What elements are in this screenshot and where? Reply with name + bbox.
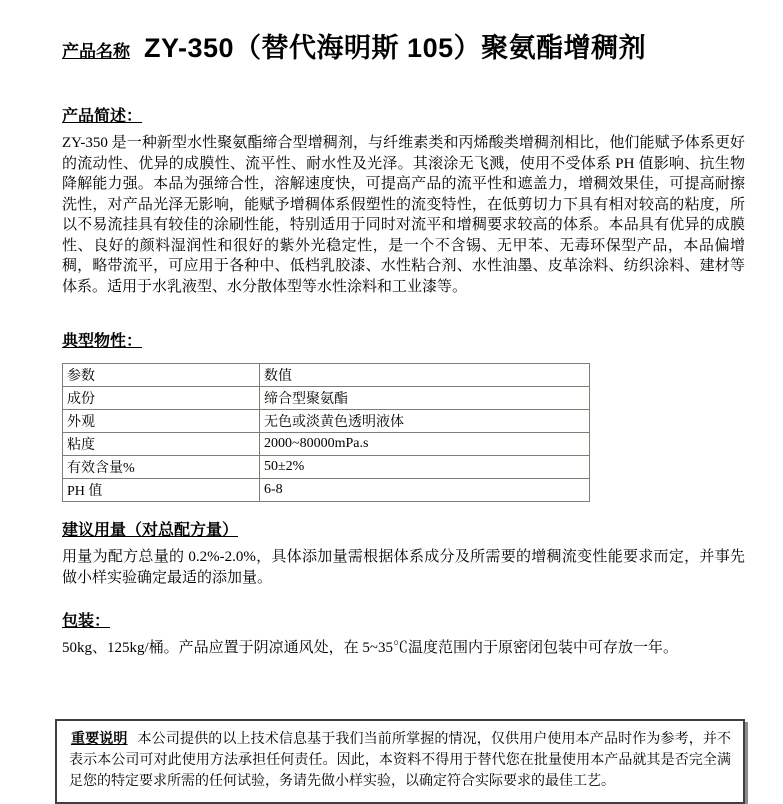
table-row [63, 456, 590, 479]
table-row [63, 479, 590, 502]
table-cell-parameter: 粘度 [63, 433, 260, 456]
table-header-row [63, 364, 590, 387]
section-heading-properties: 典型物性： [62, 333, 143, 350]
packaging-paragraph: 50kg、125kg/桶。产品应置于阴凉通风处，在 5~35℃温度范围内于原密闭包装中可存放一年。 [62, 640, 679, 656]
table-header-value: 数值 [260, 364, 590, 387]
properties-table [62, 363, 590, 502]
table-cell-value: 无色或淡黄色透明液体 [260, 410, 590, 433]
title-row [62, 26, 745, 65]
section-heading-overview: 产品简述： [62, 108, 143, 125]
overview-paragraph: ZY-350 是一种新型水性聚氨酯缔合型增稠剂，与纤维素类和丙烯酸类增稠剂相比，他们能赋予体系更好的流动性、优异的成膜性、流平性、耐水性及光泽。其滚涂无飞溅，使用不受体系 PH 值影响、抗生物降解能力强。本品为强缔合性，溶解速度快，可提高产品的流平性和遮盖力，增稠效果佳，可提高耐擦洗性，对产品光泽无影响，能赋予增稠体系假塑性的流变特性，在低剪切力下具有相对较高的粘度，所以不易流挂具有较佳的涂刷性能，特别适用于同时对流平和增稠要求较高的体系。本品具有优异的成膜性、良好的颜料湿润性和很好的紫外光稳定性，是一个不含锡、无甲苯、无毒环保型产品，本品偏增稠，略带流平，可应用于各种中、低档乳胶漆、水性粘合剂、水性油墨、皮革涂料、纺织涂料、建材等体系。适用于水乳液型、水分散体型等水性涂料和工业漆等。 [62, 135, 745, 295]
dosage-paragraph: 用量为配方总量的 0.2%-2.0%，具体添加量需根据体系成分及所需要的增稠流变性能要求而定，并事先做小样实验确定最适的添加量。 [62, 549, 745, 586]
section-heading-dosage: 建议用量（对总配方量） [62, 522, 239, 539]
table-cell-value: 缔合型聚氨酯 [260, 387, 590, 410]
important-notice-box [55, 719, 745, 804]
table-header-parameter: 参数 [63, 364, 260, 387]
table-cell-parameter: 外观 [63, 410, 260, 433]
notice-label: 重要说明 [71, 731, 128, 747]
table-row [63, 410, 590, 433]
table-cell-value: 50±2% [260, 456, 590, 479]
table-cell-parameter: 成份 [63, 387, 260, 410]
notice-text: 本公司提供的以上技术信息基于我们当前所掌握的情况，仅供用户使用本产品时作为参考，并不表示本公司可对此使用方法承担任何责任。因此，本资料不得用于替代您在批量使用本产品就其是否完全满足您的特定要求所需的任何试验，务请先做小样实验，以确定符合实际要求的最佳工艺。 [69, 731, 732, 789]
table-cell-value: 6-8 [260, 479, 590, 502]
page-title: ZY-350（替代海明斯 105）聚氨酯增稠剂 [144, 33, 647, 63]
table-row [63, 433, 590, 456]
table-cell-parameter: 有效含量% [63, 456, 260, 479]
product-name-label: 产品名称 [62, 42, 130, 61]
table-cell-value: 2000~80000mPa.s [260, 433, 590, 456]
table-row [63, 387, 590, 410]
table-cell-parameter: PH 值 [63, 479, 260, 502]
section-heading-packaging: 包装： [62, 613, 111, 630]
